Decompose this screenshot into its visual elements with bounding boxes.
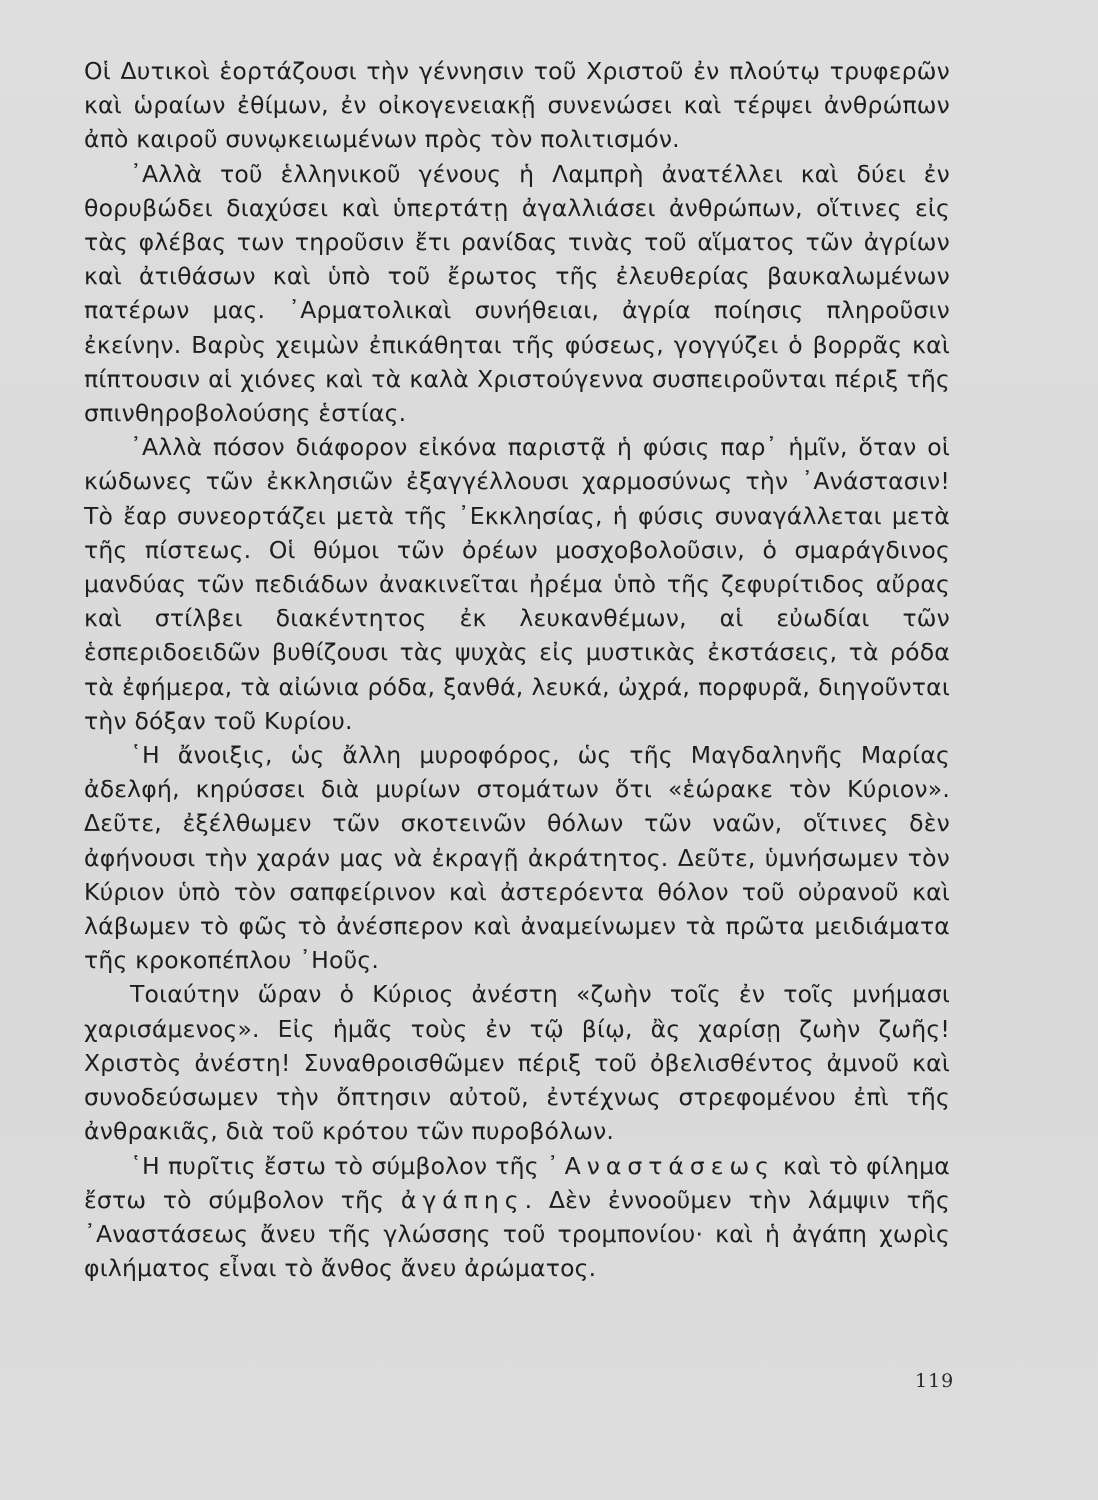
paragraph-text: ῾Η ἄνοιξις, ὡς ἄλλη μυροφόρος, ὡς τῆς Μαγδαληνῆς Μαρίας ἀδελφή, κηρύσσει διὰ μυρίων στομάτων ὅτι «ἑώρακε τὸν Κύριον». Δεῦτε, ἐξέλθωμεν τῶν σκοτεινῶν θόλων τῶν ναῶν, οἵτινες δὲν ἀφήνουσι τὴν χαράν μας νὰ ἐκραγῇ ἀκράτητος. Δεῦτε, ὑμνήσωμεν τὸν Κύριον ὑπὸ τὸν σαπφείρινον καὶ ἀστερόεντα θόλον τοῦ οὐρανοῦ καὶ λάβωμεν τὸ φῶς τὸ ἀνέσπερον καὶ ἀναμείνωμεν τὰ πρῶτα μειδιάματα τῆς κροκοπέπλου ᾿Ηοῦς. [84,741,950,975]
paragraph-text: ᾿Αλλὰ τοῦ ἑλληνικοῦ γένους ἡ Λαμπρὴ ἀνατέλλει καὶ δύει ἐν θορυβώδει διαχύσει καὶ ὑπερτάτῃ ἀγαλλιάσει ἀνθρώπων, οἵτινες εἰς τὰς φλέβας των τηροῦσιν ἔτι ρανίδας τινὰς τοῦ αἵματος τῶν ἀγρίων καὶ ἀτιθάσων καὶ ὑπὸ τοῦ ἔρωτος τῆς ἐλευθερίας βαυκαλωμένων πατέρων μας. ᾿Αρματολικαὶ συνήθειαι, ἀγρία ποίησις πληροῦσιν ἐκείνην. Βαρὺς χειμὼν ἐπικάθηται τῆς φύσεως, γογγύζει ὁ βορρᾶς καὶ πίπτουσιν αἱ χιόνες καὶ τὰ καλὰ Χριστούγεννα συσπειροῦνται πέριξ τῆς σπινθηροβολούσης ἑστίας. [84,159,950,428]
paragraph-text: . Δὲν ἐννοοῦμεν τὴν λάμψιν τῆς ᾿Αναστάσεως ἄνευ τῆς γλώσσης τοῦ τρομπονίου· καὶ ἡ ἀγάπη χωρὶς φιλήματος εἶναι τὸ ἄνθος ἄνευ ἀρώματος. [84,1185,951,1283]
paragraph-2 [84,157,950,431]
paragraph-text: Οἱ Δυτικοὶ ἑορτάζουσι τὴν γέννησιν τοῦ Χριστοῦ ἐν πλούτῳ τρυφερῶν καὶ ὡραίων ἐθίμων, ἐν οἰκογενειακῇ συνενώσει καὶ τέρψει ἀνθρώπων ἀπὸ καιροῦ συνῳκειωμένων πρὸς τὸν πολιτισμόν. [84,57,950,154]
paragraph-text: καὶ τὸ φίλημα ἔστω τὸ σύμβολον τῆς [84,1151,950,1214]
emphasized-word: ᾿Αναστάσεως [546,1151,775,1180]
paragraph-5 [84,977,950,1148]
paragraph-text: ᾿Αλλὰ πόσον διάφορον εἰκόνα παριστᾷ ἡ φύσις παρ᾿ ἡμῖν, ὅταν οἱ κώδωνες τῶν ἐκκλησιῶν ἐξαγγέλλουσι χαρμοσύνως τὴν ᾿Ανάστασιν! Τὸ ἔαρ συνεορτάζει μετὰ τῆς ᾿Εκκλησίας, ἡ φύσις συναγάλλεται μετὰ τῆς πίστεως. Οἱ θύμοι τῶν ὀρέων μοσχοβολοῦσιν, ὁ σμαράγδινος μανδύας τῶν πεδιάδων ἀνακινεῖται ἠρέμα ὑπὸ τῆς ζεφυρίτιδος αὔρας καὶ στίλβει διακέντητος ἐκ λευκανθέμων, αἱ εὐωδίαι τῶν ἑσπεριδοειδῶν βυθίζουσι τὰς ψυχὰς εἰς μυστικὰς ἐκστάσεις, τὰ ρόδα τὰ ἐφήμερα, τὰ αἰώνια ρόδα, ξανθά, λευκά, ὠχρά, πορφυρᾶ, διηγοῦνται τὴν δόξαν τοῦ Κυρίου. [84,433,950,735]
paragraph-1 [84,54,950,157]
page-number: 119 [915,1370,955,1392]
paragraph-text: Τοιαύτην ὥραν ὁ Κύριος ἀνέστη «ζωὴν τοῖς ἐν τοῖς μνήμασι χαρισάμενος». Εἰς ἡμᾶς τοὺς ἐν τῷ βίῳ, ἂς χαρίσῃ ζωὴν ζωῆς! Χριστὸς ἀνέστη! Συναθροισθῶμεν πέριξ τοῦ ὀβελισθέντος ἀμνοῦ καὶ συνοδεύσωμεν τὴν ὄπτησιν αὐτοῦ, ἐντέχνως στρεφομένου ἐπὶ τῆς ἀνθρακιᾶς, διὰ τοῦ κρότου τῶν πυροβόλων. [84,980,950,1146]
paragraph-4 [84,738,950,977]
paragraph-text: ῾Η πυρῖτις ἔστω τὸ σύμβολον τῆς [130,1151,547,1180]
emphasized-word: ἀγάπης [400,1185,525,1214]
paragraph-6 [84,1149,950,1286]
paragraph-3 [84,430,950,738]
body-text [84,54,950,1285]
